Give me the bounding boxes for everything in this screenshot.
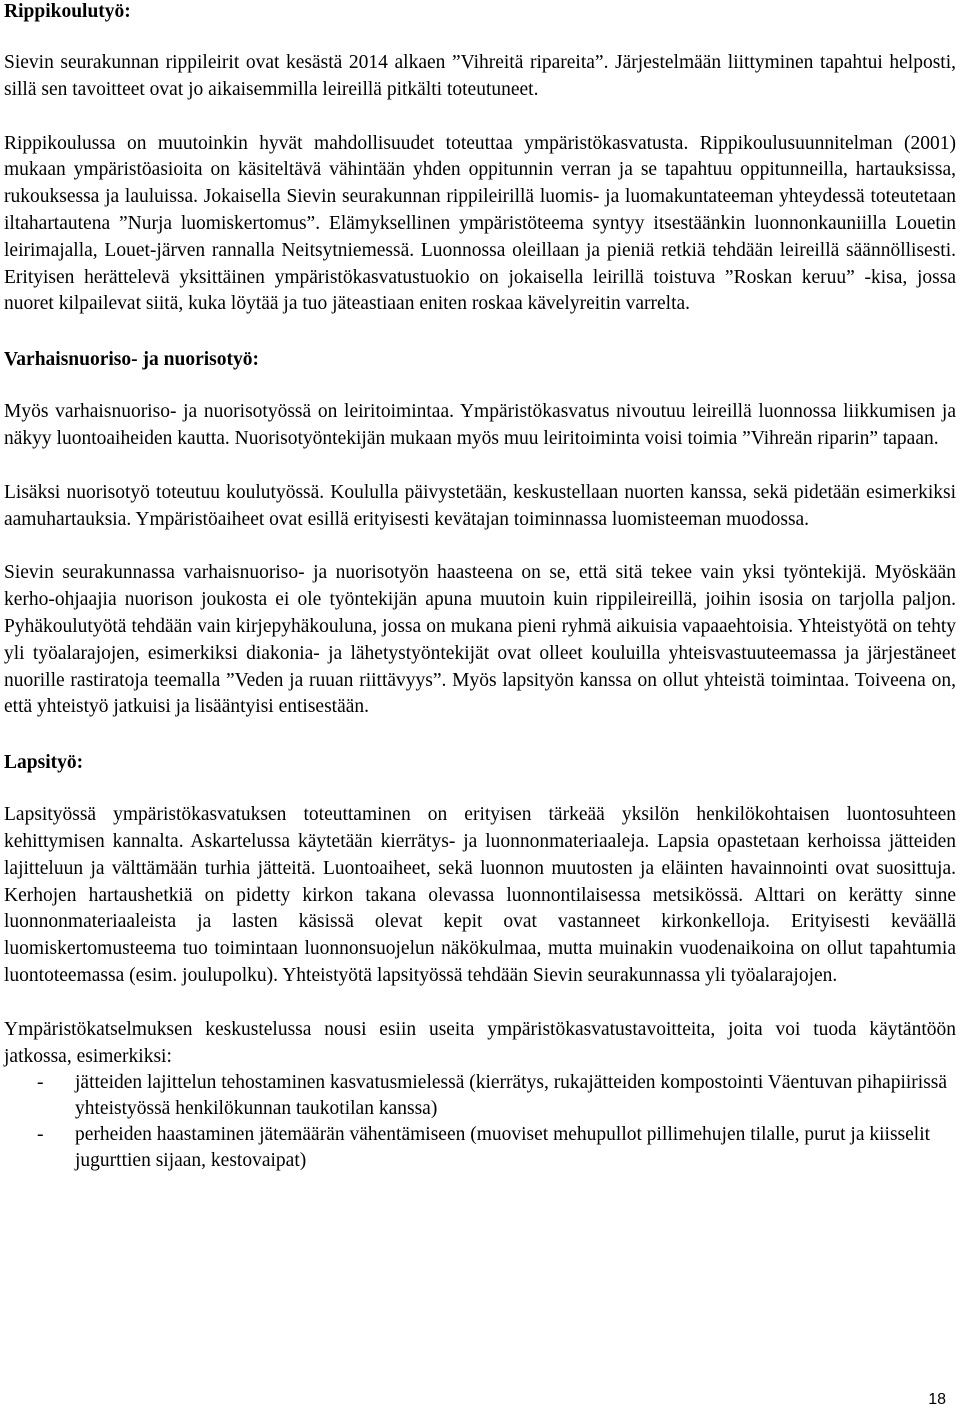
list-item-dash: - — [37, 1124, 44, 1146]
list-item-dash: - — [37, 1072, 44, 1094]
section-heading-lapsityo: Lapsityö: — [4, 752, 84, 774]
list-item-text: jätteiden lajittelun tehostaminen kasvatusmielessä (kierrätys, rukajätteiden kompostointi Väentuvan pihapiirissä yhteistyössä henkilökunnan taukotilan kanssa) — [75, 1072, 948, 1120]
list-item — [4, 1070, 956, 1122]
paragraph-rippikoulutyo-1: Sievin seurakunnan rippileirit ovat kesästä 2014 alkaen ”Vihreitä ripareita”. Järjestelmään liittyminen tapahtui helposti, sillä sen tavoitteet ovat jo aikaisemmilla leireillä pitkälti toteutuneet. — [4, 52, 956, 100]
paragraph-rippikoulutyo-2: Rippikoulussa on muutoinkin hyvät mahdollisuudet toteuttaa ympäristökasvatusta. Rippikoulusuunnitelman (2001) mukaan ympäristöasioita on käsiteltävä vähintään yhden oppitunnin verran ja se tapahtuu oppitunneilla, hartauksissa, rukouksessa ja lauluissa. Jokaisella Sievin seurakunnan rippileirillä luomis- ja luomakuntateeman yhteydessä toteutetaan iltahartautena ”Nurja luomiskertomus”. Elämyksellinen ympäristöteema syntyy itsestäänkin luonnonkauniilla Louetin leirimajalla, Louet-järven rannalla Neitsytniemessä. Luonnossa oleillaan ja pieniä retkiä tehdään leireillä säännöllisesti. Erityisen herättelevä yksittäinen ympäristökasvatustuokio on jokaisella leirillä toistuva ”Roskan keruu” -kisa, jossa nuoret kilpailevat siitä, kuka löytää ja tuo jäteastiaan eniten roskaa kävelyreitin varrelta. — [4, 132, 956, 315]
goals-list — [4, 1070, 956, 1174]
page-number: 18 — [928, 1391, 946, 1408]
paragraph-lapsityo-1: Lapsityössä ympäristökasvatuksen toteuttaminen on erityisen tärkeää yksilön henkilökohtaisen luontosuhteen kehittymisen kannalta. Askartelussa käytetään kierrätys- ja luonnonmateriaaleja. Lapsia opastetaan kerhoissa jätteiden lajitteluun ja välttämään turhia jätteitä. Luontoaiheet, sekä luonnon muutosten ja eläinten havainnointi ovat suosittuja. Kerhojen hartaushetkiä on pidetty kirkon takana olevassa luonnontilaisessa metsikössä. Alttari on kerätty sinne luonnonmateriaaleista ja lasten käsissä olevat kepit ovat vastanneet kirkonkelloja. Erityisesti keväällä luomiskertomusteema tuo toimintaan luonnonsuojelun näkökulmaa, mutta muinakin vuodenaikoina on ollut tapahtumia luontoteemassa (esim. joulupolku). Yhteistyötä lapsityössä tehdään Sievin seurakunnassa yli työalarajojen. — [4, 804, 956, 986]
section-heading-varhaisnuoriso: Varhaisnuoriso- ja nuorisotyö: — [4, 349, 259, 371]
paragraph-varhaisnuoriso-3: Sievin seurakunnassa varhaisnuoriso- ja nuorisotyön haasteena on se, että sitä tekee vain yksi työntekijä. Myöskään kerho-ohjaajia nuorison joukosta ei ole työntekijän apuna muutoin kuin rippileireillä, joihin isosia on tarjolla paljon. Pyhäkoulutyötä tehdään vain kirjepyhäkouluna, jossa on mukana pieni ryhmä aikuisia vapaaehtoisia. Yhteistyötä on tehty yli työalarajojen, esimerkiksi diakonia- ja lähetystyöntekijät ovat olleet kouluilla yhteisvastuuteemassa ja järjestäneet nuorille rastiratoja teemalla ”Veden ja ruuan riittävyys”. Myös lapsityön kanssa on ollut yhteistä toimintaa. Toiveena on, että yhteistyö jatkuisi ja lisääntyisi entisestään. — [4, 562, 956, 718]
section-heading-rippikoulutyo: Rippikoulutyö: — [4, 1, 131, 22]
list-item-text: perheiden haastaminen jätemäärän vähentämiseen (muoviset mehupullot pillimehujen tilalle, purut ja kiisselit jugurttien sijaan, kestovaipat) — [75, 1124, 931, 1172]
list-item — [4, 1122, 956, 1174]
paragraph-lapsityo-2: Ympäristökatselmuksen keskustelussa nousi esiin useita ympäristökasvatustavoitteita, joita voi tuoda käytäntöön jatkossa, esimerkiksi: — [4, 1018, 956, 1067]
paragraph-varhaisnuoriso-1: Myös varhaisnuoriso- ja nuorisotyössä on leiritoimintaa. Ympäristökasvatus nivoutuu leireillä luonnossa liikkumisen ja näkyy luontoaiheiden kautta. Nuorisotyöntekijän mukaan myös muu leiritoiminta voisi toimia ”Vihreän riparin” tapaan. — [4, 401, 956, 449]
document-page — [4, 0, 956, 1174]
paragraph-varhaisnuoriso-2: Lisäksi nuorisotyö toteutuu koulutyössä. Koululla päivystetään, keskustellaan nuorten kanssa, sekä pidetään esimerkiksi aamuhartauksia. Ympäristöaiheet ovat esillä erityisesti kevätajan toiminnassa luomisteeman muodossa. — [4, 481, 956, 530]
